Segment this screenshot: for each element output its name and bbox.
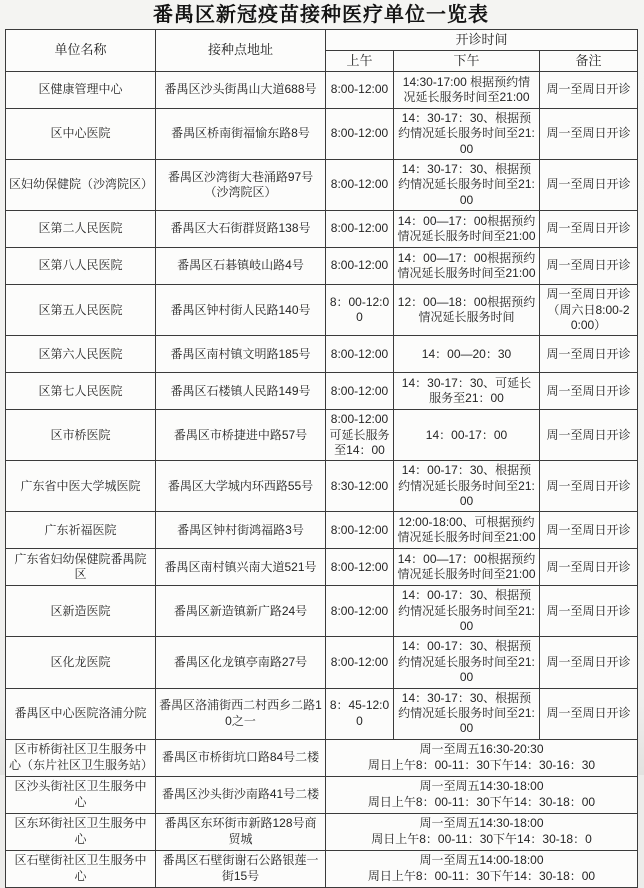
table-row xyxy=(6,688,638,739)
remark-cell: 周一至周日开诊 xyxy=(540,72,638,109)
unit-cell: 区第八人民医院 xyxy=(6,248,156,285)
table-row xyxy=(6,160,638,211)
address-cell: 番禺区沙湾街大巷涌路97号（沙湾院区） xyxy=(156,160,326,211)
table-row xyxy=(6,637,638,688)
address-cell: 番禺区东环街市新路128号商贸城 xyxy=(156,813,326,850)
morning-cell: 8:00-12:00 xyxy=(326,549,394,586)
header-hours-group: 开诊时间 xyxy=(326,30,638,51)
morning-cell: 8:00-12:00 xyxy=(326,512,394,549)
header-row-top xyxy=(6,30,638,51)
header-morning: 上午 xyxy=(326,51,394,72)
remark-cell: 周一至周日开诊 xyxy=(540,160,638,211)
morning-cell: 8:00-12:00 xyxy=(326,586,394,637)
morning-cell: 8:00-12:00 xyxy=(326,336,394,373)
table-row xyxy=(6,109,638,160)
afternoon-cell: 12：00—18：00根据预约情况延长服务时间 xyxy=(394,285,540,336)
schedule-line: 周一至周五14:30-18:00 xyxy=(419,816,544,831)
schedule-line: 周日上午8：00-11：30下午14：30-16：30 xyxy=(367,757,596,772)
afternoon-cell: 14：00-17：30、根据预约情况延长服务时间至21:00 xyxy=(394,461,540,512)
unit-cell: 番禺区中心医院洛浦分院 xyxy=(6,688,156,739)
header-unit: 单位名称 xyxy=(6,30,156,72)
vaccination-units-table xyxy=(5,29,638,888)
unit-cell: 区沙头街社区卫生服务中心 xyxy=(6,776,156,813)
unit-cell: 广东祈福医院 xyxy=(6,512,156,549)
morning-cell: 8:00-12:00 xyxy=(326,248,394,285)
address-cell: 番禺区新造镇新广路24号 xyxy=(156,586,326,637)
table-row xyxy=(6,461,638,512)
morning-cell: 8：00-12:00 xyxy=(326,285,394,336)
afternoon-cell: 14：00—20：30 xyxy=(394,336,540,373)
remark-cell: 周一至周日开诊 xyxy=(540,461,638,512)
header-afternoon: 下午 xyxy=(394,51,540,72)
address-cell: 番禺区市桥街坑口路84号二楼 xyxy=(156,739,326,776)
table-row xyxy=(6,512,638,549)
unit-cell: 区中心医院 xyxy=(6,109,156,160)
schedule-line: 周一至周五14:00-18:00 xyxy=(419,853,544,868)
address-cell: 番禺区钟村街鸿福路3号 xyxy=(156,512,326,549)
unit-cell: 区新造医院 xyxy=(6,586,156,637)
table-row xyxy=(6,549,638,586)
address-cell: 番禺区沙头街沙南路41号二楼 xyxy=(156,776,326,813)
afternoon-cell: 14：30-17：30、可延长服务至21：00 xyxy=(394,373,540,410)
unit-cell: 区第五人民医院 xyxy=(6,285,156,336)
address-cell: 番禺区钟村街人民路140号 xyxy=(156,285,326,336)
address-cell: 番禺区大学城内环西路55号 xyxy=(156,461,326,512)
table-row xyxy=(6,248,638,285)
remark-cell: 周一至周日开诊 xyxy=(540,637,638,688)
table-header xyxy=(6,30,638,72)
schedule-line: 周一至周五14:30-18:00 xyxy=(419,779,544,794)
unit-cell: 区第二人民医院 xyxy=(6,211,156,248)
schedule-cell xyxy=(326,739,638,776)
table-body xyxy=(6,72,638,888)
remark-cell: 周一至周日开诊 xyxy=(540,586,638,637)
address-cell: 番禺区南村镇兴南大道521号 xyxy=(156,549,326,586)
afternoon-cell: 14：30-17：30、根据预约情况延长服务时间至21:00 xyxy=(394,688,540,739)
afternoon-cell: 14：00—17：00根据预约情况延长服务时间至21:00 xyxy=(394,248,540,285)
page-title: 番禺区新冠疫苗接种医疗单位一览表 xyxy=(153,4,489,26)
afternoon-cell: 14：30-17：30、根据预约情况延长服务时间至21:00 xyxy=(394,160,540,211)
afternoon-cell: 14：00-17：30、根据预约情况延长服务时间至21:00 xyxy=(394,586,540,637)
unit-cell: 区东环街社区卫生服务中心 xyxy=(6,813,156,850)
table-row xyxy=(6,586,638,637)
schedule-line: 周日上午8：00-11：30下午14：30-18：00 xyxy=(367,868,596,883)
remark-cell: 周一至周日开诊 xyxy=(540,336,638,373)
address-cell: 番禺区南村镇文明路185号 xyxy=(156,336,326,373)
remark-cell: 周一至周日开诊（周六日8:00-20:00） xyxy=(540,285,638,336)
remark-cell: 周一至周日开诊 xyxy=(540,109,638,160)
afternoon-cell: 14：00-17：30、根据预约情况延长服务时间至21:00 xyxy=(394,637,540,688)
remark-cell: 周一至周日开诊 xyxy=(540,248,638,285)
afternoon-cell: 12:00-18:00、可根据预约情况延长服务时间至21:00 xyxy=(394,512,540,549)
address-cell: 番禺区化龙镇亭南路27号 xyxy=(156,637,326,688)
afternoon-cell: 14：00-17：00 xyxy=(394,410,540,461)
remark-cell: 周一至周日开诊 xyxy=(540,373,638,410)
header-address: 接种点地址 xyxy=(156,30,326,72)
address-cell: 番禺区桥南街福愉东路8号 xyxy=(156,109,326,160)
morning-cell: 8:00-12:00 xyxy=(326,109,394,160)
morning-cell: 8:00-12:00 xyxy=(326,160,394,211)
unit-cell: 区妇幼保健院（沙湾院区） xyxy=(6,160,156,211)
remark-cell: 周一至周日开诊 xyxy=(540,512,638,549)
address-cell: 番禺区大石街群贤路138号 xyxy=(156,211,326,248)
table-row xyxy=(6,211,638,248)
schedule-cell xyxy=(326,813,638,850)
morning-cell: 8:30-12:00 xyxy=(326,461,394,512)
schedule-cell xyxy=(326,850,638,887)
morning-cell: 8:00-12:00 xyxy=(326,211,394,248)
remark-cell: 周一至周日开诊 xyxy=(540,688,638,739)
morning-cell: 8：45-12:00 xyxy=(326,688,394,739)
morning-cell: 8:00-12:00 xyxy=(326,72,394,109)
address-cell: 番禺区洛浦街西二村西乡二路10之一 xyxy=(156,688,326,739)
table-row xyxy=(6,776,638,813)
header-remark: 备注 xyxy=(540,51,638,72)
table-row xyxy=(6,72,638,109)
address-cell: 番禺区石碁镇岐山路4号 xyxy=(156,248,326,285)
address-cell: 番禺区沙头街禺山大道688号 xyxy=(156,72,326,109)
schedule-cell xyxy=(326,776,638,813)
address-cell: 番禺区石楼镇人民路149号 xyxy=(156,373,326,410)
afternoon-cell: 14：00—17：00根据预约情况延长服务时间至21:00 xyxy=(394,549,540,586)
unit-cell: 区石壁街社区卫生服务中心 xyxy=(6,850,156,887)
unit-cell: 区第六人民医院 xyxy=(6,336,156,373)
unit-cell: 区第七人民医院 xyxy=(6,373,156,410)
schedule-line: 周一至周五16:30-20:30 xyxy=(419,742,544,757)
remark-cell: 周一至周日开诊 xyxy=(540,410,638,461)
unit-cell: 区市桥医院 xyxy=(6,410,156,461)
afternoon-cell: 14：00—17：00根据预约情况延长服务时间至21:00 xyxy=(394,211,540,248)
schedule-line: 周日上午8：00-11：30下午14：30-18：00 xyxy=(367,794,596,809)
afternoon-cell: 14:30-17:00 根据预约情况延长服务时间至21:00 xyxy=(394,72,540,109)
table-row xyxy=(6,813,638,850)
table-row xyxy=(6,739,638,776)
unit-cell: 区化龙医院 xyxy=(6,637,156,688)
unit-cell: 区市桥街社区卫生服务中心（东片社区卫生服务站） xyxy=(6,739,156,776)
address-cell: 番禺区市桥捷进中路57号 xyxy=(156,410,326,461)
unit-cell: 区健康管理中心 xyxy=(6,72,156,109)
table-row xyxy=(6,850,638,887)
table-row xyxy=(6,285,638,336)
table-row xyxy=(6,336,638,373)
unit-cell: 广东省妇幼保健院番禺院区 xyxy=(6,549,156,586)
morning-cell: 8:00-12:00可延长服务至14：00 xyxy=(326,410,394,461)
unit-cell: 广东省中医大学城医院 xyxy=(6,461,156,512)
schedule-line: 周日上午8：00-11：30下午14：30-18：0 xyxy=(371,831,592,846)
morning-cell: 8:00-12:00 xyxy=(326,373,394,410)
table-row xyxy=(6,410,638,461)
remark-cell: 周一至周日开诊 xyxy=(540,549,638,586)
morning-cell: 8:00-12:00 xyxy=(326,637,394,688)
remark-cell: 周一至周日开诊 xyxy=(540,211,638,248)
table-row xyxy=(6,373,638,410)
afternoon-cell: 14：30-17：30、根据预约情况延长服务时间至21:00 xyxy=(394,109,540,160)
address-cell: 番禺区石壁街谢石公路银莲一街15号 xyxy=(156,850,326,887)
